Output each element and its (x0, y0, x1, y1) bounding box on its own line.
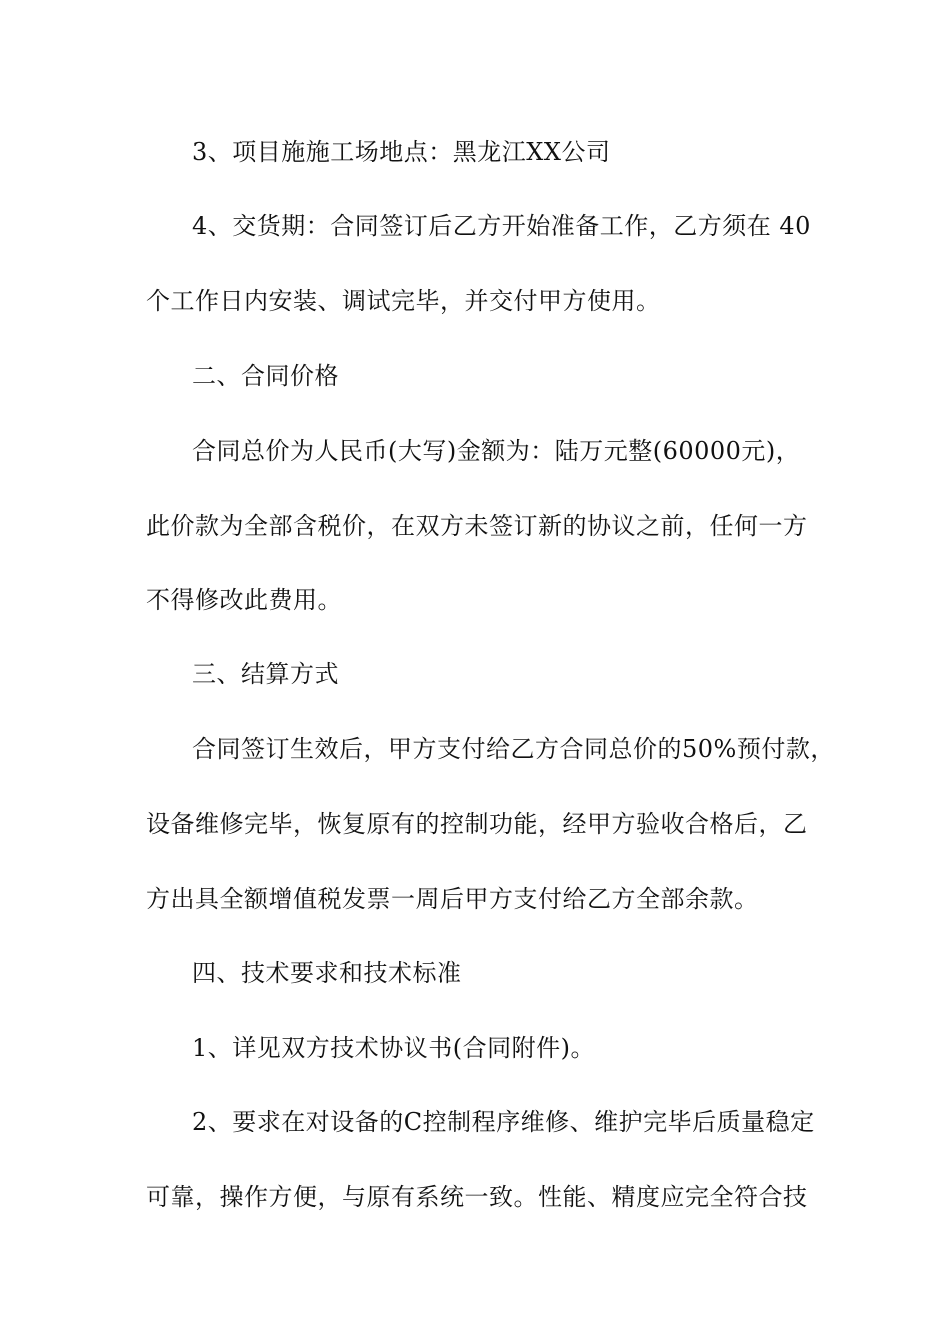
price-paragraph-line-2: 此价款为全部含税价，在双方未签订新的协议之前，任何一方 (146, 512, 808, 540)
technical-item-2-line-2: 可靠，操作方便，与原有系统一致。性能、精度应完全符合技 (146, 1183, 808, 1211)
technical-item-1: 1、详见双方技术协议书(合同附件)。 (192, 1034, 595, 1062)
section-heading-settlement: 三、结算方式 (192, 660, 339, 688)
settlement-paragraph-line-1: 合同签订生效后，甲方支付给乙方合同总价的50%预付款， (192, 735, 835, 763)
settlement-paragraph-line-3: 方出具全额增值税发票一周后甲方支付给乙方全部余款。 (146, 885, 759, 913)
section-heading-contract-price: 二、合同价格 (192, 362, 339, 390)
clause-3-site: 3、项目施施工场地点：黑龙江XX公司 (192, 138, 611, 166)
settlement-paragraph-line-2: 设备维修完毕，恢复原有的控制功能，经甲方验收合格后，乙 (146, 810, 808, 838)
section-heading-technical: 四、技术要求和技术标准 (192, 959, 462, 987)
technical-item-2-line-1: 2、要求在对设备的C控制程序维修、维护完毕后质量稳定 (192, 1108, 815, 1136)
price-paragraph-line-1: 合同总价为人民币(大写)金额为：陆万元整(60000元)， (192, 437, 801, 465)
price-paragraph-line-3: 不得修改此费用。 (146, 586, 342, 614)
clause-4-delivery-line-2: 个工作日内安装、调试完毕，并交付甲方使用。 (146, 287, 661, 315)
clause-4-delivery-line-1: 4、交货期：合同签订后乙方开始准备工作，乙方须在 40 (192, 212, 811, 240)
